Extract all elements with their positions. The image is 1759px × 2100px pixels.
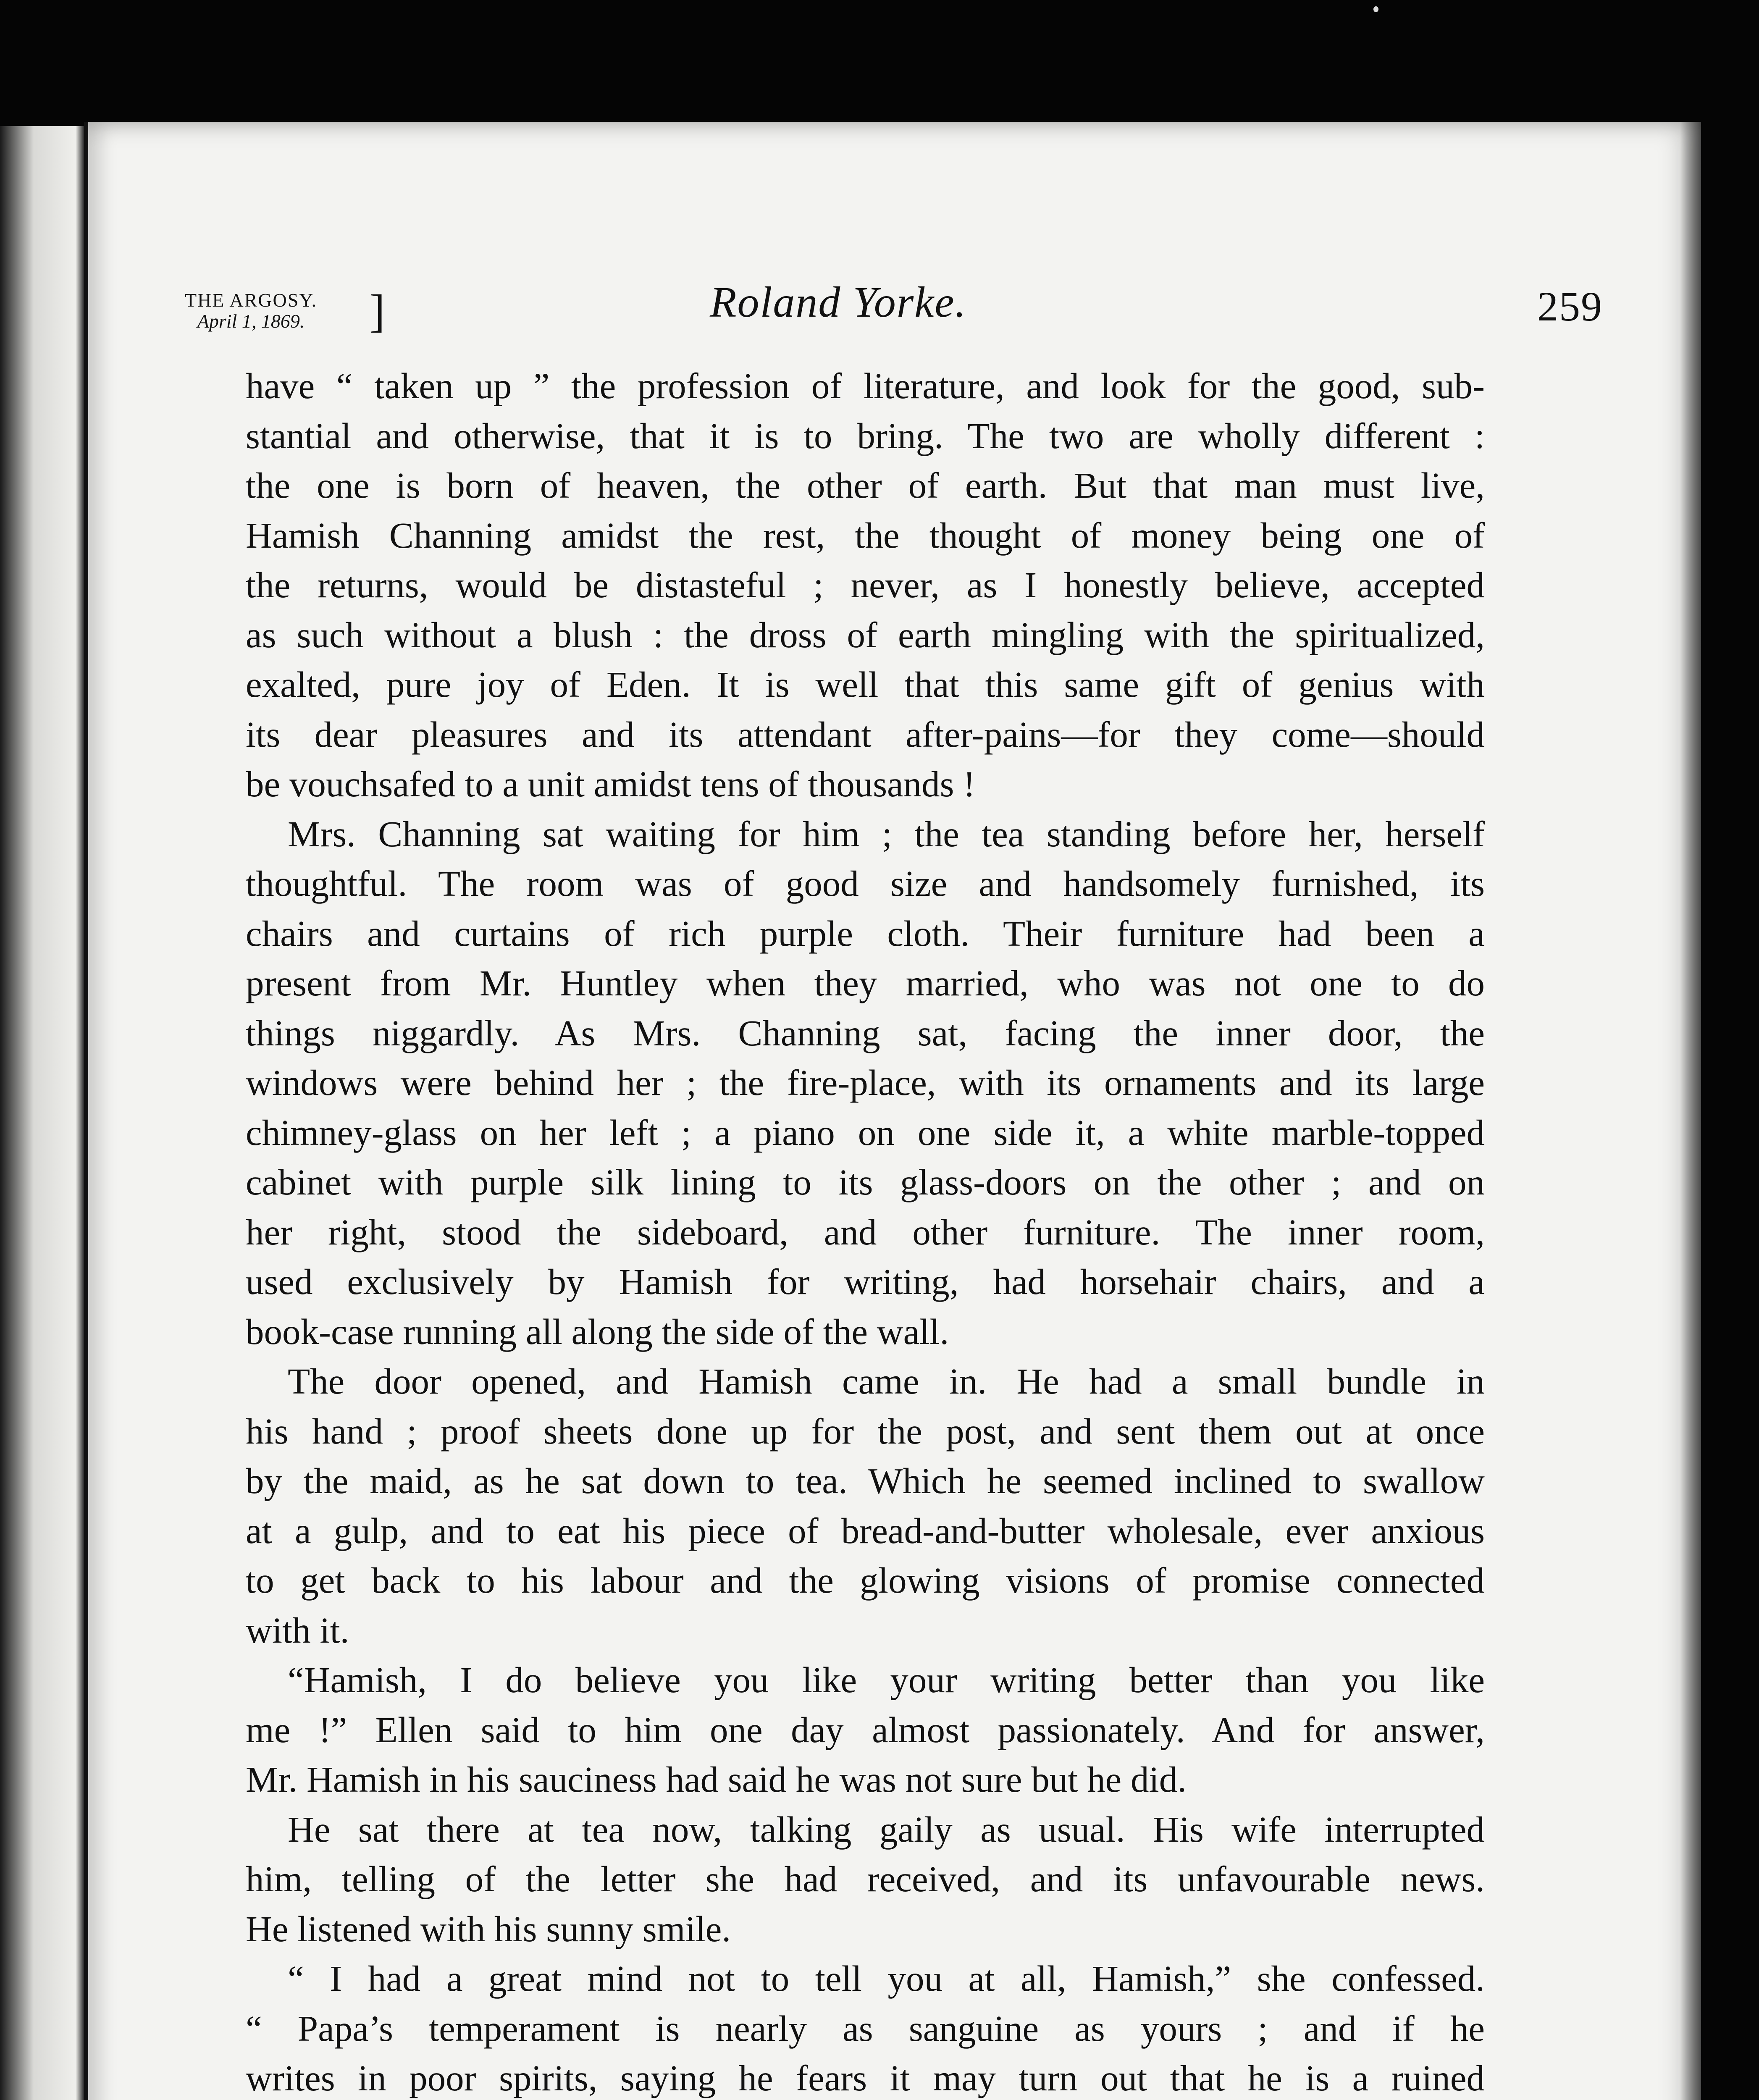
page-number: 259: [1537, 283, 1603, 330]
text-line: with it.: [246, 1609, 349, 1651]
page-title: Roland Yorke.: [710, 278, 967, 326]
text-line: Hamish Channing amidst the rest, the thought of money being one of: [246, 514, 1485, 556]
text-line: the one is born of heaven, the other of earth. But that man must live,: [246, 465, 1485, 506]
issue-date: April 1, 1869.: [197, 310, 305, 332]
text-line: “Hamish, I do believe you like your writing better than you like: [288, 1659, 1485, 1700]
periodical-name: THE ARGOSY.: [185, 289, 318, 311]
text-line: the returns, would be distasteful ; never, as I honestly believe, accepted: [246, 564, 1485, 605]
body-text: [246, 361, 1485, 2100]
text-line: at a gulp, and to eat his piece of bread-and-butter wholesale, ever anxious: [246, 1510, 1485, 1551]
text-line: The door opened, and Hamish came in. He had a small bundle in: [288, 1361, 1485, 1402]
text-line: to get back to his labour and the glowing visions of promise connected: [246, 1560, 1485, 1601]
text-line: by the maid, as he sat down to tea. Which he seemed inclined to swallow: [246, 1460, 1485, 1501]
text-line: him, telling of the letter she had received, and its unfavourable news.: [246, 1858, 1485, 1899]
periodical-source: [185, 290, 317, 332]
text-line: his hand ; proof sheets done up for the post, and sent them out at once: [246, 1410, 1485, 1452]
text-line: its dear pleasures and its attendant after-pains—for they come—should: [246, 714, 1485, 755]
text-line: He sat there at tea now, talking gaily as usual. His wife interrupted: [288, 1809, 1485, 1850]
text-line: me !” Ellen said to him one day almost passionately. And for answer,: [246, 1709, 1485, 1750]
text-line: book-case running all along the side of the wall.: [246, 1311, 949, 1352]
text-line: cabinet with purple silk lining to its glass-doors on the other ; and on: [246, 1162, 1485, 1202]
source-bracket: ]: [370, 285, 385, 336]
text-line: her right, stood the sideboard, and other furniture. The inner room,: [246, 1211, 1485, 1252]
page-spine-edge: [84, 122, 88, 2100]
text-line: as such without a blush : the dross of earth mingling with the spiritualized,: [246, 614, 1485, 655]
text-line: “ Papa’s temperament is nearly as sanguine as yours ; and if he: [246, 2008, 1485, 2049]
text-line: windows were behind her ; the fire-place, with its ornaments and its large: [246, 1062, 1485, 1103]
text-line: present from Mr. Huntley when they married, who was not one to do: [246, 963, 1485, 1003]
text-line: writes in poor spirits, saying he fears it may turn out that he is a ruined: [246, 2058, 1485, 2098]
text-line: things niggardly. As Mrs. Channing sat, facing the inner door, the: [246, 1012, 1485, 1053]
text-line: “ I had a great mind not to tell you at all, Hamish,” she confessed.: [288, 1958, 1485, 1999]
page-right-shadow: [1680, 122, 1701, 2100]
left-page-edge: [0, 126, 84, 2100]
text-line: He listened with his sunny smile.: [246, 1908, 731, 1949]
text-line: exalted, pure joy of Eden. It is well that this same gift of genius with: [246, 664, 1485, 705]
text-line: thoughtful. The room was of good size and handsomely furnished, its: [246, 863, 1485, 904]
text-line: Mr. Hamish in his sauciness had said he was not sure but he did.: [246, 1759, 1187, 1800]
running-head: [185, 168, 1603, 336]
text-line: stantial and otherwise, that it is to bring. The two are wholly different :: [246, 415, 1485, 456]
text-line: chimney-glass on her left ; a piano on one side it, a white marble-topped: [246, 1112, 1485, 1153]
text-line: used exclusively by Hamish for writing, had horsehair chairs, and a: [246, 1261, 1485, 1302]
text-line: Mrs. Channing sat waiting for him ; the tea standing before her, herself: [288, 813, 1485, 854]
text-line: chairs and curtains of rich purple cloth. Their furniture had been a: [246, 913, 1485, 954]
text-line: be vouchsafed to a unit amidst tens of thousands !: [246, 764, 976, 804]
text-line: have “ taken up ” the profession of literature, and look for the good, sub-: [246, 365, 1485, 406]
scan-speck: [1373, 6, 1378, 12]
